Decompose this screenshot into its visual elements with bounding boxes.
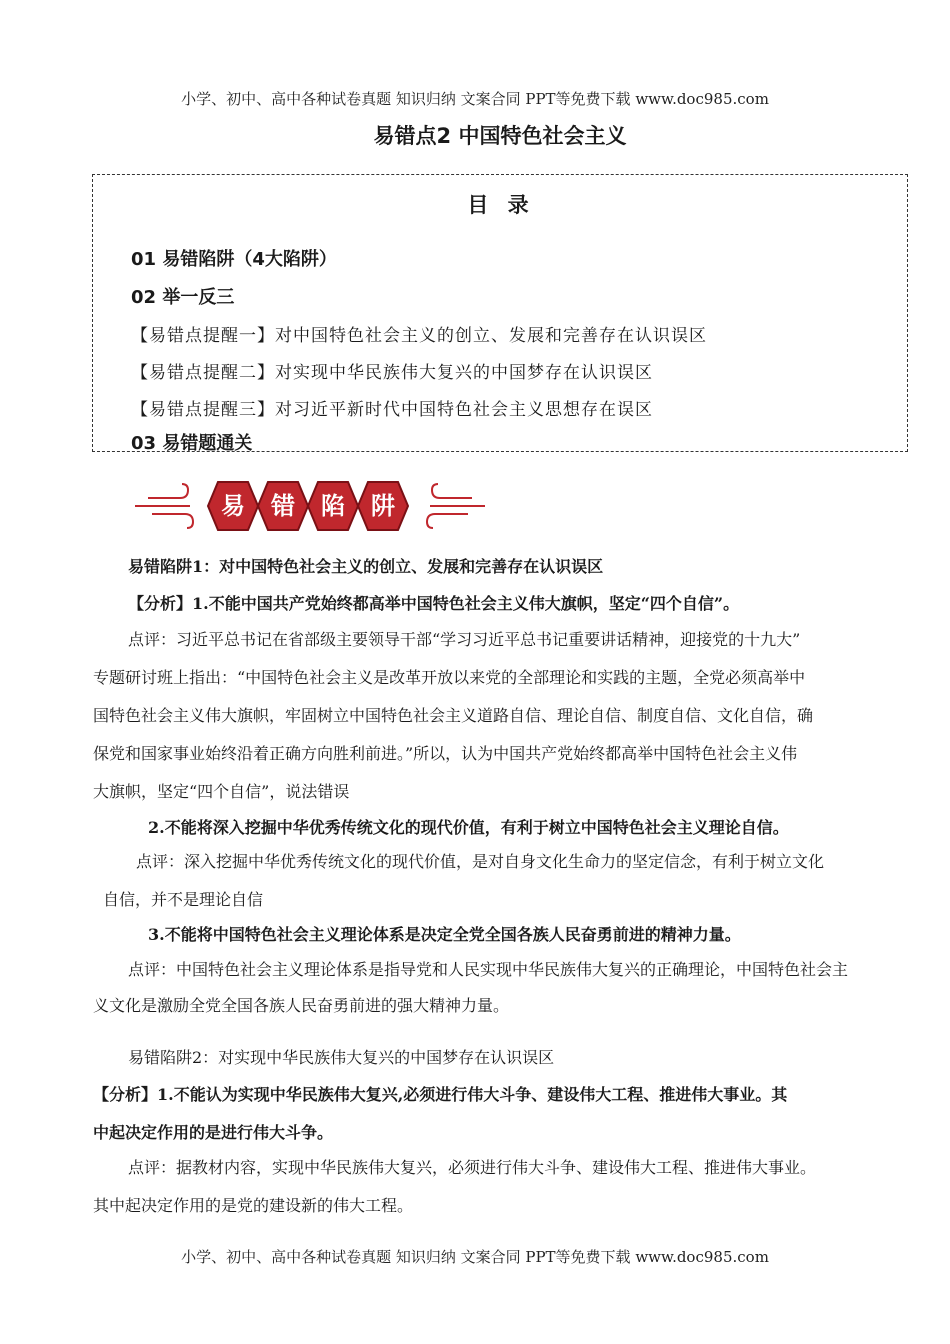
trap2-title: 易错陷阱2：对实现中华民族伟大复兴的中国梦存在认识误区 bbox=[128, 1048, 555, 1067]
trap1-comment-1-line-5: 大旗帜，坚定“四个自信”，说法错误 bbox=[93, 782, 350, 801]
table-of-contents bbox=[92, 174, 908, 452]
toc-section-3[interactable]: 03 易错题通关 bbox=[131, 433, 253, 454]
trap2-comment-1-line-1: 点评：据教材内容，实现中华民族伟大复兴，必须进行伟大斗争、建设伟大工程、推进伟大事业。 bbox=[128, 1158, 817, 1177]
trap1-comment-1-line-1: 点评：习近平总书记在省部级主要领导干部“学习习近平总书记重要讲话精神，迎接党的十九大” bbox=[128, 630, 801, 649]
page-footer: 小学、初中、高中各种试卷真题 知识归纳 文案合同 PPT等免费下载 www.doc985.com bbox=[181, 1248, 769, 1266]
toc-section-1[interactable]: 01 易错陷阱（4大陷阱） bbox=[131, 249, 337, 270]
banner-right-swirl-icon bbox=[427, 484, 485, 528]
toc-title: 目 录 bbox=[467, 193, 535, 217]
trap1-comment-1-line-3: 国特色社会主义伟大旗帜，牢固树立中国特色社会主义道路自信、理论自信、制度自信、文化自信，确 bbox=[93, 706, 814, 725]
page-header: 小学、初中、高中各种试卷真题 知识归纳 文案合同 PPT等免费下载 www.doc985.com bbox=[181, 90, 769, 108]
trap1-analysis-1: 【分析】1.不能中国共产党始终都高举中国特色社会主义伟大旗帜，坚定“四个自信”。 bbox=[128, 594, 740, 613]
trap2-comment-1-line-2: 其中起决定作用的是党的建设新的伟大工程。 bbox=[93, 1196, 414, 1215]
trap2-analysis-1-line-2: 中起决定作用的是进行伟大斗争。 bbox=[93, 1123, 334, 1142]
banner-char-3: 陷 bbox=[321, 492, 345, 520]
trap1-comment-2-line-1: 点评：深入挖掘中华优秀传统文化的现代价值，是对自身文化生命力的坚定信念，有利于树立文化 bbox=[136, 852, 825, 871]
trap1-comment-2-line-2: 自信，并不是理论自信 bbox=[103, 890, 264, 909]
trap1-analysis-2: 2.不能将深入挖掘中华优秀传统文化的现代价值，有利于树立中国特色社会主义理论自信。 bbox=[148, 818, 789, 837]
trap1-comment-3-line-1: 点评：中国特色社会主义理论体系是指导党和人民实现中华民族伟大复兴的正确理论，中国特色社会主 bbox=[128, 960, 849, 979]
toc-section-2[interactable]: 02 举一反三 bbox=[131, 287, 235, 308]
trap1-comment-1-line-2: 专题研讨班上指出：“中国特色社会主义是改革开放以来党的全部理论和实践的主题，全党必须高举中 bbox=[93, 668, 806, 687]
trap1-comment-3-line-2: 义文化是激励全党全国各族人民奋勇前进的强大精神力量。 bbox=[93, 996, 510, 1015]
trap1-analysis-3: 3.不能将中国特色社会主义理论体系是决定全党全国各族人民奋勇前进的精神力量。 bbox=[148, 925, 741, 944]
page-title: 易错点2 中国特色社会主义 bbox=[373, 124, 627, 148]
trap1-comment-1-line-4: 保党和国家事业始终沿着正确方向胜利前进。”所以，认为中国共产党始终都高举中国特色社会主义伟 bbox=[93, 744, 798, 763]
banner-char-2: 错 bbox=[271, 492, 295, 520]
banner-left-swirl-icon bbox=[135, 484, 193, 528]
banner-char-1: 易 bbox=[221, 492, 245, 520]
section-banner bbox=[130, 468, 490, 538]
toc-item-2[interactable]: 【易错点提醒二】对实现中华民族伟大复兴的中国梦存在认识误区 bbox=[131, 363, 653, 383]
trap1-title: 易错陷阱1：对中国特色社会主义的创立、发展和完善存在认识误区 bbox=[128, 557, 604, 576]
toc-item-1[interactable]: 【易错点提醒一】对中国特色社会主义的创立、发展和完善存在认识误区 bbox=[131, 326, 707, 346]
toc-item-3[interactable]: 【易错点提醒三】对习近平新时代中国特色社会主义思想存在误区 bbox=[131, 400, 653, 420]
banner-char-4: 阱 bbox=[371, 492, 395, 520]
trap2-analysis-1-line-1: 【分析】1.不能认为实现中华民族伟大复兴,必须进行伟大斗争、建设伟大工程、推进伟大事业。其 bbox=[93, 1085, 788, 1104]
